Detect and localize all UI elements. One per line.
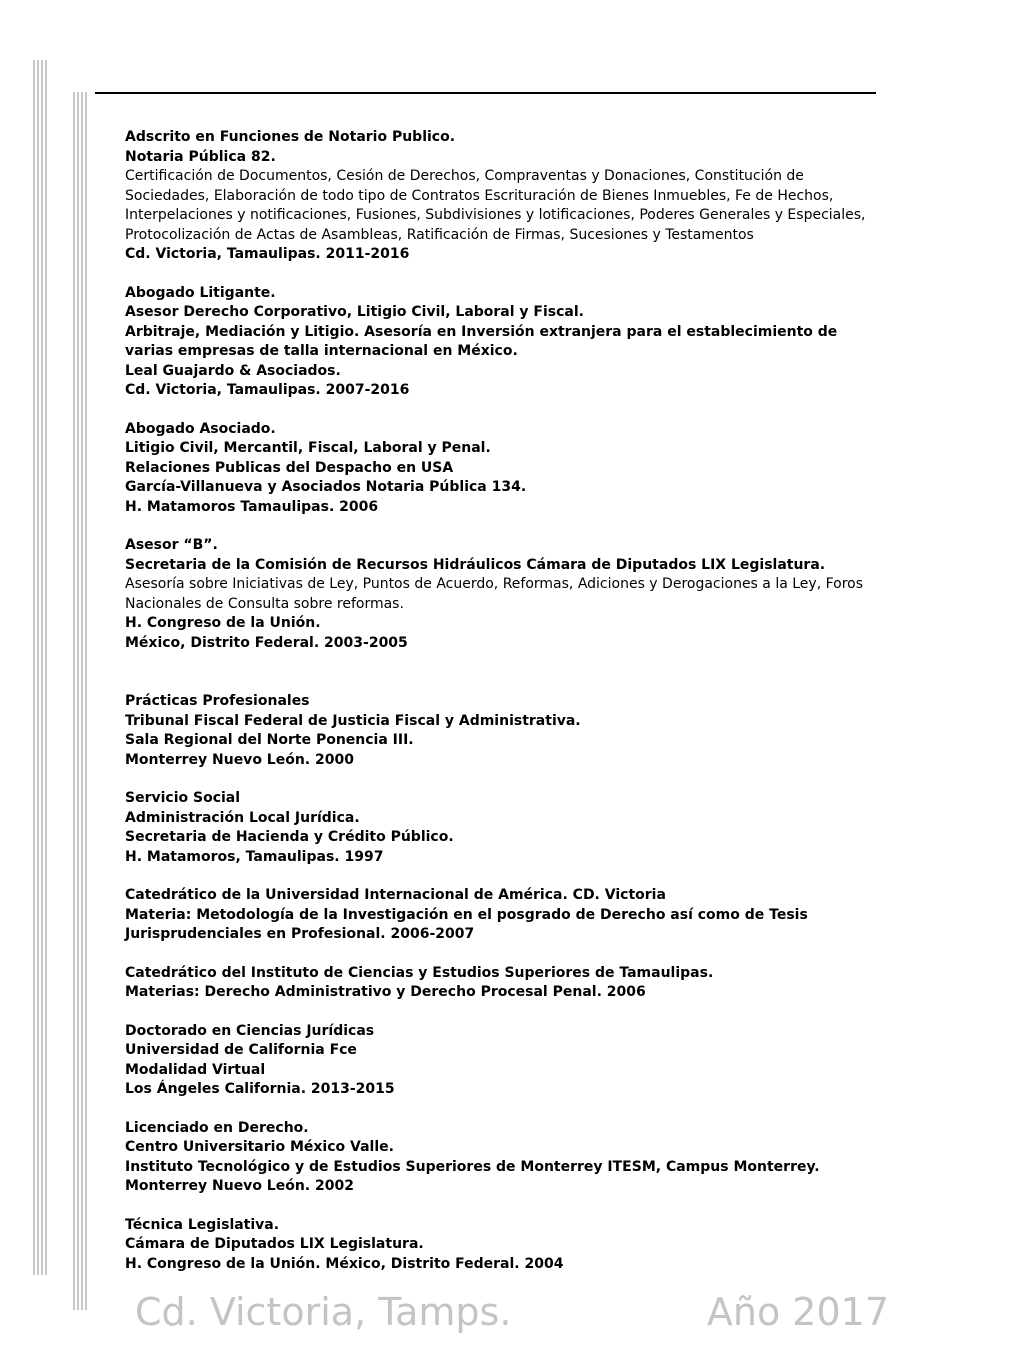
section-line: Materia: Metodología de la Investigación en el posgrado de Derecho así como de Tesis (125, 906, 808, 923)
section-line: Abogado Asociado. (125, 420, 276, 437)
resume-section (125, 886, 885, 945)
header-rule (95, 92, 876, 94)
footer-year: Año 2017 (706, 1290, 889, 1334)
section-line: Sala Regional del Norte Ponencia III. (125, 732, 414, 748)
resume-section (125, 1119, 885, 1197)
inner-decorative-bars (73, 92, 87, 1310)
section-line: Técnica Legislativa. (125, 1216, 280, 1233)
section-line: Secretaria de la Comisión de Recursos Hidráulicos Cámara de Diputados LIX Legislatura. (125, 556, 826, 573)
resume-section (125, 420, 885, 518)
section-line: Arbitraje, Mediación y Litigio. Asesoría en Inversión extranjera para el establecimiento de varias empresas de talla internacional en México. (125, 323, 838, 359)
section-line: Cd. Victoria, Tamaulipas. 2011-2016 (125, 246, 410, 262)
resume-content (125, 128, 885, 1293)
section-description: Asesoría sobre Iniciativas de Ley, Puntos de Acuerdo, Reformas, Adiciones y Derogaciones a la Ley, Foros Nacionales de Consulta sobre reformas. (125, 576, 864, 612)
section-line: Asesor “B”. (125, 537, 218, 553)
section-line: H. Congreso de la Unión. México, Distrito Federal. 2004 (125, 1255, 564, 1272)
section-line: Secretaria de Hacienda y Crédito Público. (125, 829, 454, 845)
section-line: Administración Local Jurídica. (125, 809, 360, 826)
section-line: Universidad de California Fce (125, 1042, 357, 1058)
resume-section (125, 964, 885, 1003)
section-line: Cd. Victoria, Tamaulipas. 2007-2016 (125, 382, 410, 398)
section-line: Notaria Pública 82. (125, 148, 276, 165)
section-line: Materias: Derecho Administrativo y Derecho Procesal Penal. 2006 (125, 984, 646, 1000)
section-line: Asesor Derecho Corporativo, Litigio Civil, Laboral y Fiscal. (125, 304, 584, 320)
section-line: Abogado Litigante. (125, 284, 276, 301)
section-line: Los Ángeles California. 2013-2015 (125, 1081, 395, 1097)
section-line: Litigio Civil, Mercantil, Fiscal, Laboral y Penal. (125, 440, 491, 456)
section-line: Tribunal Fiscal Federal de Justicia Fiscal y Administrativa. (125, 712, 581, 729)
section-line: Prácticas Profesionales (125, 693, 310, 709)
resume-section (125, 536, 885, 653)
section-line: Monterrey Nuevo León. 2000 (125, 751, 354, 768)
resume-section (125, 1216, 885, 1275)
resume-section (125, 692, 885, 770)
section-line: Catedrático del Instituto de Ciencias y Estudios Superiores de Tamaulipas. (125, 964, 714, 981)
section-line: Centro Universitario México Valle. (125, 1139, 394, 1155)
resume-section (125, 284, 885, 401)
section-line: Cámara de Diputados LIX Legislatura. (125, 1236, 424, 1252)
section-line: Servicio Social (125, 790, 241, 806)
footer-location: Cd. Victoria, Tamps. (135, 1290, 512, 1334)
section-line: H. Congreso de la Unión. (125, 615, 321, 631)
resume-section (125, 1022, 885, 1100)
resume-section (125, 128, 885, 265)
left-decorative-bars (33, 60, 47, 1275)
section-line: Jurisprudenciales en Profesional. 2006-2007 (125, 926, 475, 942)
section-line: Catedrático de la Universidad Internacional de América. CD. Victoria (125, 887, 666, 903)
section-line: García-Villanueva y Asociados Notaria Pública 134. (125, 479, 527, 495)
section-line: Leal Guajardo & Asociados. (125, 362, 341, 379)
section-line: Licenciado en Derecho. (125, 1119, 309, 1136)
section-line: Relaciones Publicas del Despacho en USA (125, 459, 454, 476)
section-line: Modalidad Virtual (125, 1061, 266, 1078)
section-line: Adscrito en Funciones de Notario Publico. (125, 129, 456, 145)
section-line: H. Matamoros, Tamaulipas. 1997 (125, 848, 384, 865)
section-line: Instituto Tecnológico y de Estudios Superiores de Monterrey ITESM, Campus Monterrey. (125, 1158, 820, 1175)
resume-section (125, 789, 885, 867)
section-description: Certificación de Documentos, Cesión de Derechos, Compraventas y Donaciones, Constitución de Sociedades, Elaboración de todo tipo de Contratos Escrituración de Bienes Inmuebles, Fe de Hechos, Interpelaciones y notificaciones, Fusiones, Subdivisiones y lotificaciones, Poderes Generales y Especiales, Protocolización de Actas de Asambleas, Ratificación de Firmas, Sucesiones y Testamentos (125, 168, 866, 243)
section-line: Monterrey Nuevo León. 2002 (125, 1178, 354, 1194)
section-line: H. Matamoros Tamaulipas. 2006 (125, 498, 379, 515)
section-line: México, Distrito Federal. 2003-2005 (125, 634, 408, 651)
section-line: Doctorado en Ciencias Jurídicas (125, 1022, 375, 1039)
